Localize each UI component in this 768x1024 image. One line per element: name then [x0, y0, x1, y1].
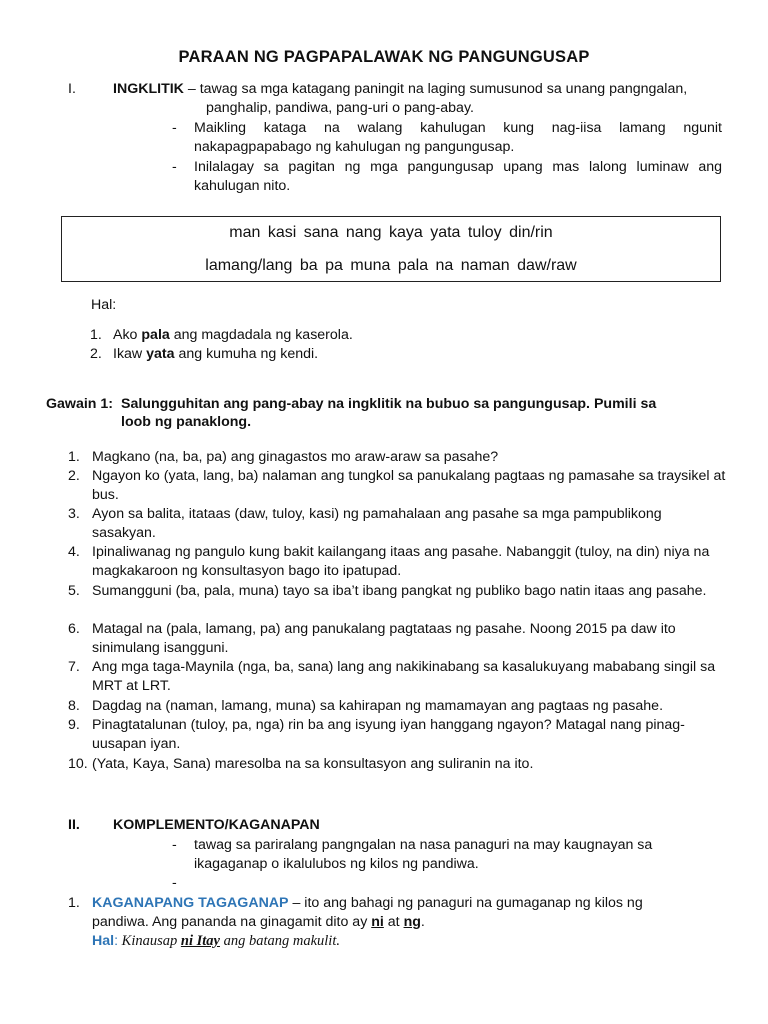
section1-bullet-text: Maikling kataga na walang kahulugan kung nag-iisa lamang ngunit nakapagpapabago ng kahulugan ng pangungusap. [194, 120, 722, 155]
section1-bullet-dash: - [172, 159, 177, 175]
hal-label-blue: Hal [92, 933, 115, 949]
complement-item-number: 1. [68, 895, 80, 911]
hal-label: Hal: [91, 297, 117, 313]
section2-bullet-dash: - [172, 837, 177, 853]
section2-heading: KOMPLEMENTO/KAGANAPAN [113, 817, 320, 833]
section1-bullet-dash: - [172, 120, 177, 136]
example-sentence: Ikaw yata ang kumuha ng kendi. [113, 346, 319, 362]
section2-bullet-text: tawag sa pariralang pangngalan na nasa panaguri na may kaugnayan sa ikagaganap o ikalulubos ng kilos ng pandiwa. [194, 837, 653, 872]
gawain-instruction-line2: loob ng panaklong. [121, 414, 252, 430]
example-underlined-subject: ni Itay [180, 933, 220, 949]
gawain-instruction-line1: Salungguhitan ang pang-abay na ingklitik na bubuo sa pangungusap. Pumili sa [121, 396, 657, 412]
ingklitik-words-line1: man kasi sana nang kaya yata tuloy din/rin [229, 224, 553, 241]
page-title: PARAAN NG PAGPAPALAWAK NG PANGUNGUSAP [178, 48, 590, 66]
ingklitik-word-box [61, 216, 721, 282]
section1-definition [113, 80, 725, 99]
section1-numeral: I. [68, 81, 76, 97]
example-number: 1. [90, 327, 102, 343]
marker-ng: ng [403, 914, 421, 930]
section2-numeral: II. [68, 817, 80, 833]
complement-example: Hal: Kinausap ni Itay ang batang makulit. [92, 933, 340, 949]
kaganapang-tagaganap-heading: KAGANAPANG TAGAGANAP [92, 895, 289, 911]
complement-item-line1: KAGANAPANG TAGAGANAP – ito ang bahagi ng panaguri na gumaganap ng kilos ng [92, 895, 643, 911]
section1-bullet-text: Inilalagay sa pagitan ng mga pangungusap upang mas lalong luminaw ang kahulugan nito. [194, 159, 722, 194]
section1-definition-line2: panghalip, pandiwa, pang-uri o pang-abay. [206, 100, 474, 116]
complement-item-line2: pandiwa. Ang pananda na ginagamit dito ay ni at ng. [92, 914, 425, 930]
example-sentence: Ako pala ang magdadala ng kaserola. [113, 327, 353, 343]
ingklitik-words-line2: lamang/lang ba pa muna pala na naman daw/raw [205, 257, 577, 274]
section1-definition-line1: – tawag sa mga katagang paningit na laging sumusunod sa unang pangngalan, [183, 81, 688, 97]
marker-ni: ni [371, 914, 384, 930]
section1-heading: INGKLITIK [113, 81, 184, 97]
example-number: 2. [90, 346, 102, 362]
section2-bullet-dash: - [172, 875, 177, 891]
document-page: PARAAN NG PAGPAPALAWAK NG PANGUNGUSAP I. INGKLITIK – tawag sa mga katagang paningit na laging sumusunod sa unang pangngalan, panghalip, pandiwa, pang-uri o pang-abay. - Maikling kataga na walang kahulugan kung nag-iisa lamang ngunit nakapagpapabago ng kahulugan ng pangungusap. - Inilalagay sa pagitan ng mga pangungusap upang mas lalong luminaw ang kahulugan nito. man kasi sana nang kaya yata tuloy din/rin lamang/lang ba pa muna pala na naman daw/raw Hal: 1. Ako pala ang magdadala ng kaserola. 2. Ikaw yata ang kumuha ng kendi. Gawain 1: Salungguhitan ang pang-abay na ingklitik na bubuo sa pangungusap. Pumili sa loob ng panaklong. 1. Magkano (na, ba, pa) ang ginagastos mo araw-araw sa pasahe? 2. Ngayon ko (yata, lang, ba) nalaman ang tungkol sa panukalang pagtaas ng pamasahe sa traysikel at bus. 3. Ayon sa balita, itataas (daw, tuloy, kasi) ng pamahalaan ang pasahe sa mga pampublikong sasakyan. 4. Ipinaliwanag ng pangulo kung bakit kailangang itaas ang pasahe. Nabanggit (tuloy, na din) niya na magkakaroon ng konsultasyon bago ito ipatupad. 5. Sumangguni (ba, pala, muna) tayo sa iba’t ibang pangkat ng publiko bago natin itaas ang pasahe. 6. Matagal na (pala, lamang, pa) ang panukalang pagtataas ng pasahe. Noong 2015 pa daw ito sinimulang isangguni. 7. Ang mga taga-Maynila (nga, ba, sana) lang ang nakikinabang sa kasalukuyang mababang singil sa MRT at LRT. 8. Dagdag na (naman, lamang, muna) sa kahirapan ng mamamayan ang pagtaas ng pasahe. 9. Pinagtatalunan (tuloy, pa, nga) rin ba ang isyung iyan hanggang ngayon? Matagal nang pinag-uusapan iyan. 10. (Yata, Kaya, Sana) maresolba na sa konsultasyon ang suliranin na ito. II. KOMPLEMENTO/KAGANAPAN - tawag sa pariralang pangngalan na nasa panaguri na may kaugnayan sa ikagaganap o ikalulubos ng kilos ng pandiwa. - 1. KAGANAPANG TAGAGANAP – ito ang bahagi ng panaguri na gumaganap ng kilos ng pandiwa. Ang pananda na ginagamit dito ay ni at ng. Hal: Kinausap ni Itay ang batang makulit. [0, 0, 768, 1024]
gawain-label: Gawain 1: [46, 396, 114, 412]
